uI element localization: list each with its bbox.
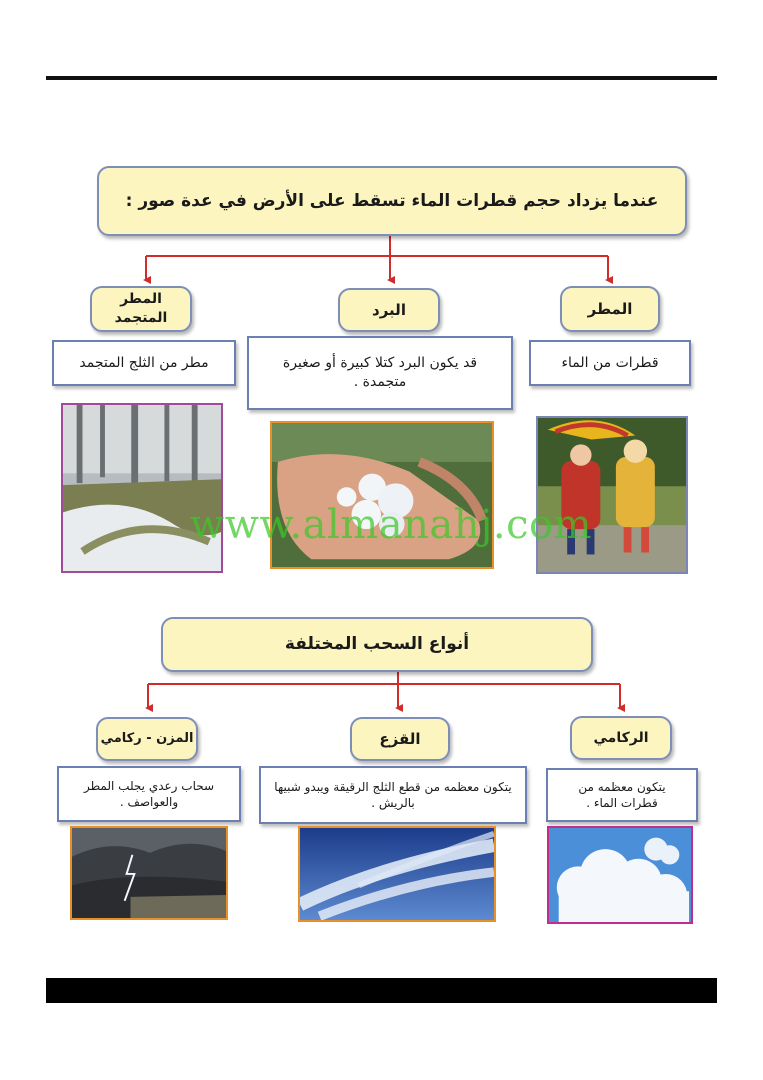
- bottom-rule: [46, 978, 717, 1003]
- rain-title: المطر: [560, 286, 660, 332]
- cirrus-title: القزع: [350, 717, 450, 761]
- hail-title: البرد: [338, 288, 440, 332]
- cumulus-clouds-photo: [547, 826, 693, 924]
- cirrus-clouds-photo: [298, 826, 496, 922]
- freezing-rain-title: المطر المتجمد: [90, 286, 192, 332]
- hail-description: قد يكون البرد كتلا كبيرة أو صغيرة متجمدة .: [247, 336, 513, 410]
- watermark-text: www.almanahj.com: [190, 502, 593, 548]
- cloud-types-header: أنواع السحب المختلفة: [161, 617, 593, 672]
- rain-description: قطرات من الماء: [529, 340, 691, 386]
- cumulus-title: الركامي: [570, 716, 672, 760]
- precipitation-header: عندما يزداد حجم قطرات الماء تسقط على الأرض في عدة صور :: [97, 166, 687, 236]
- thunderstorm-cloud-photo: [70, 826, 228, 920]
- cirrus-description: يتكون معظمه من قطع الثلج الرقيقة ويبدو شبيها بالريش .: [259, 766, 527, 824]
- cumulonimbus-title: المزن - ركامي: [96, 717, 198, 761]
- cumulus-description: يتكون معظمه من قطرات الماء .: [546, 768, 698, 822]
- children-in-rain-photo: [536, 416, 688, 574]
- cumulonimbus-description: سحاب رعدي يجلب المطر والعواصف .: [57, 766, 241, 822]
- freezing-rain-description: مطر من الثلج المتجمد: [52, 340, 236, 386]
